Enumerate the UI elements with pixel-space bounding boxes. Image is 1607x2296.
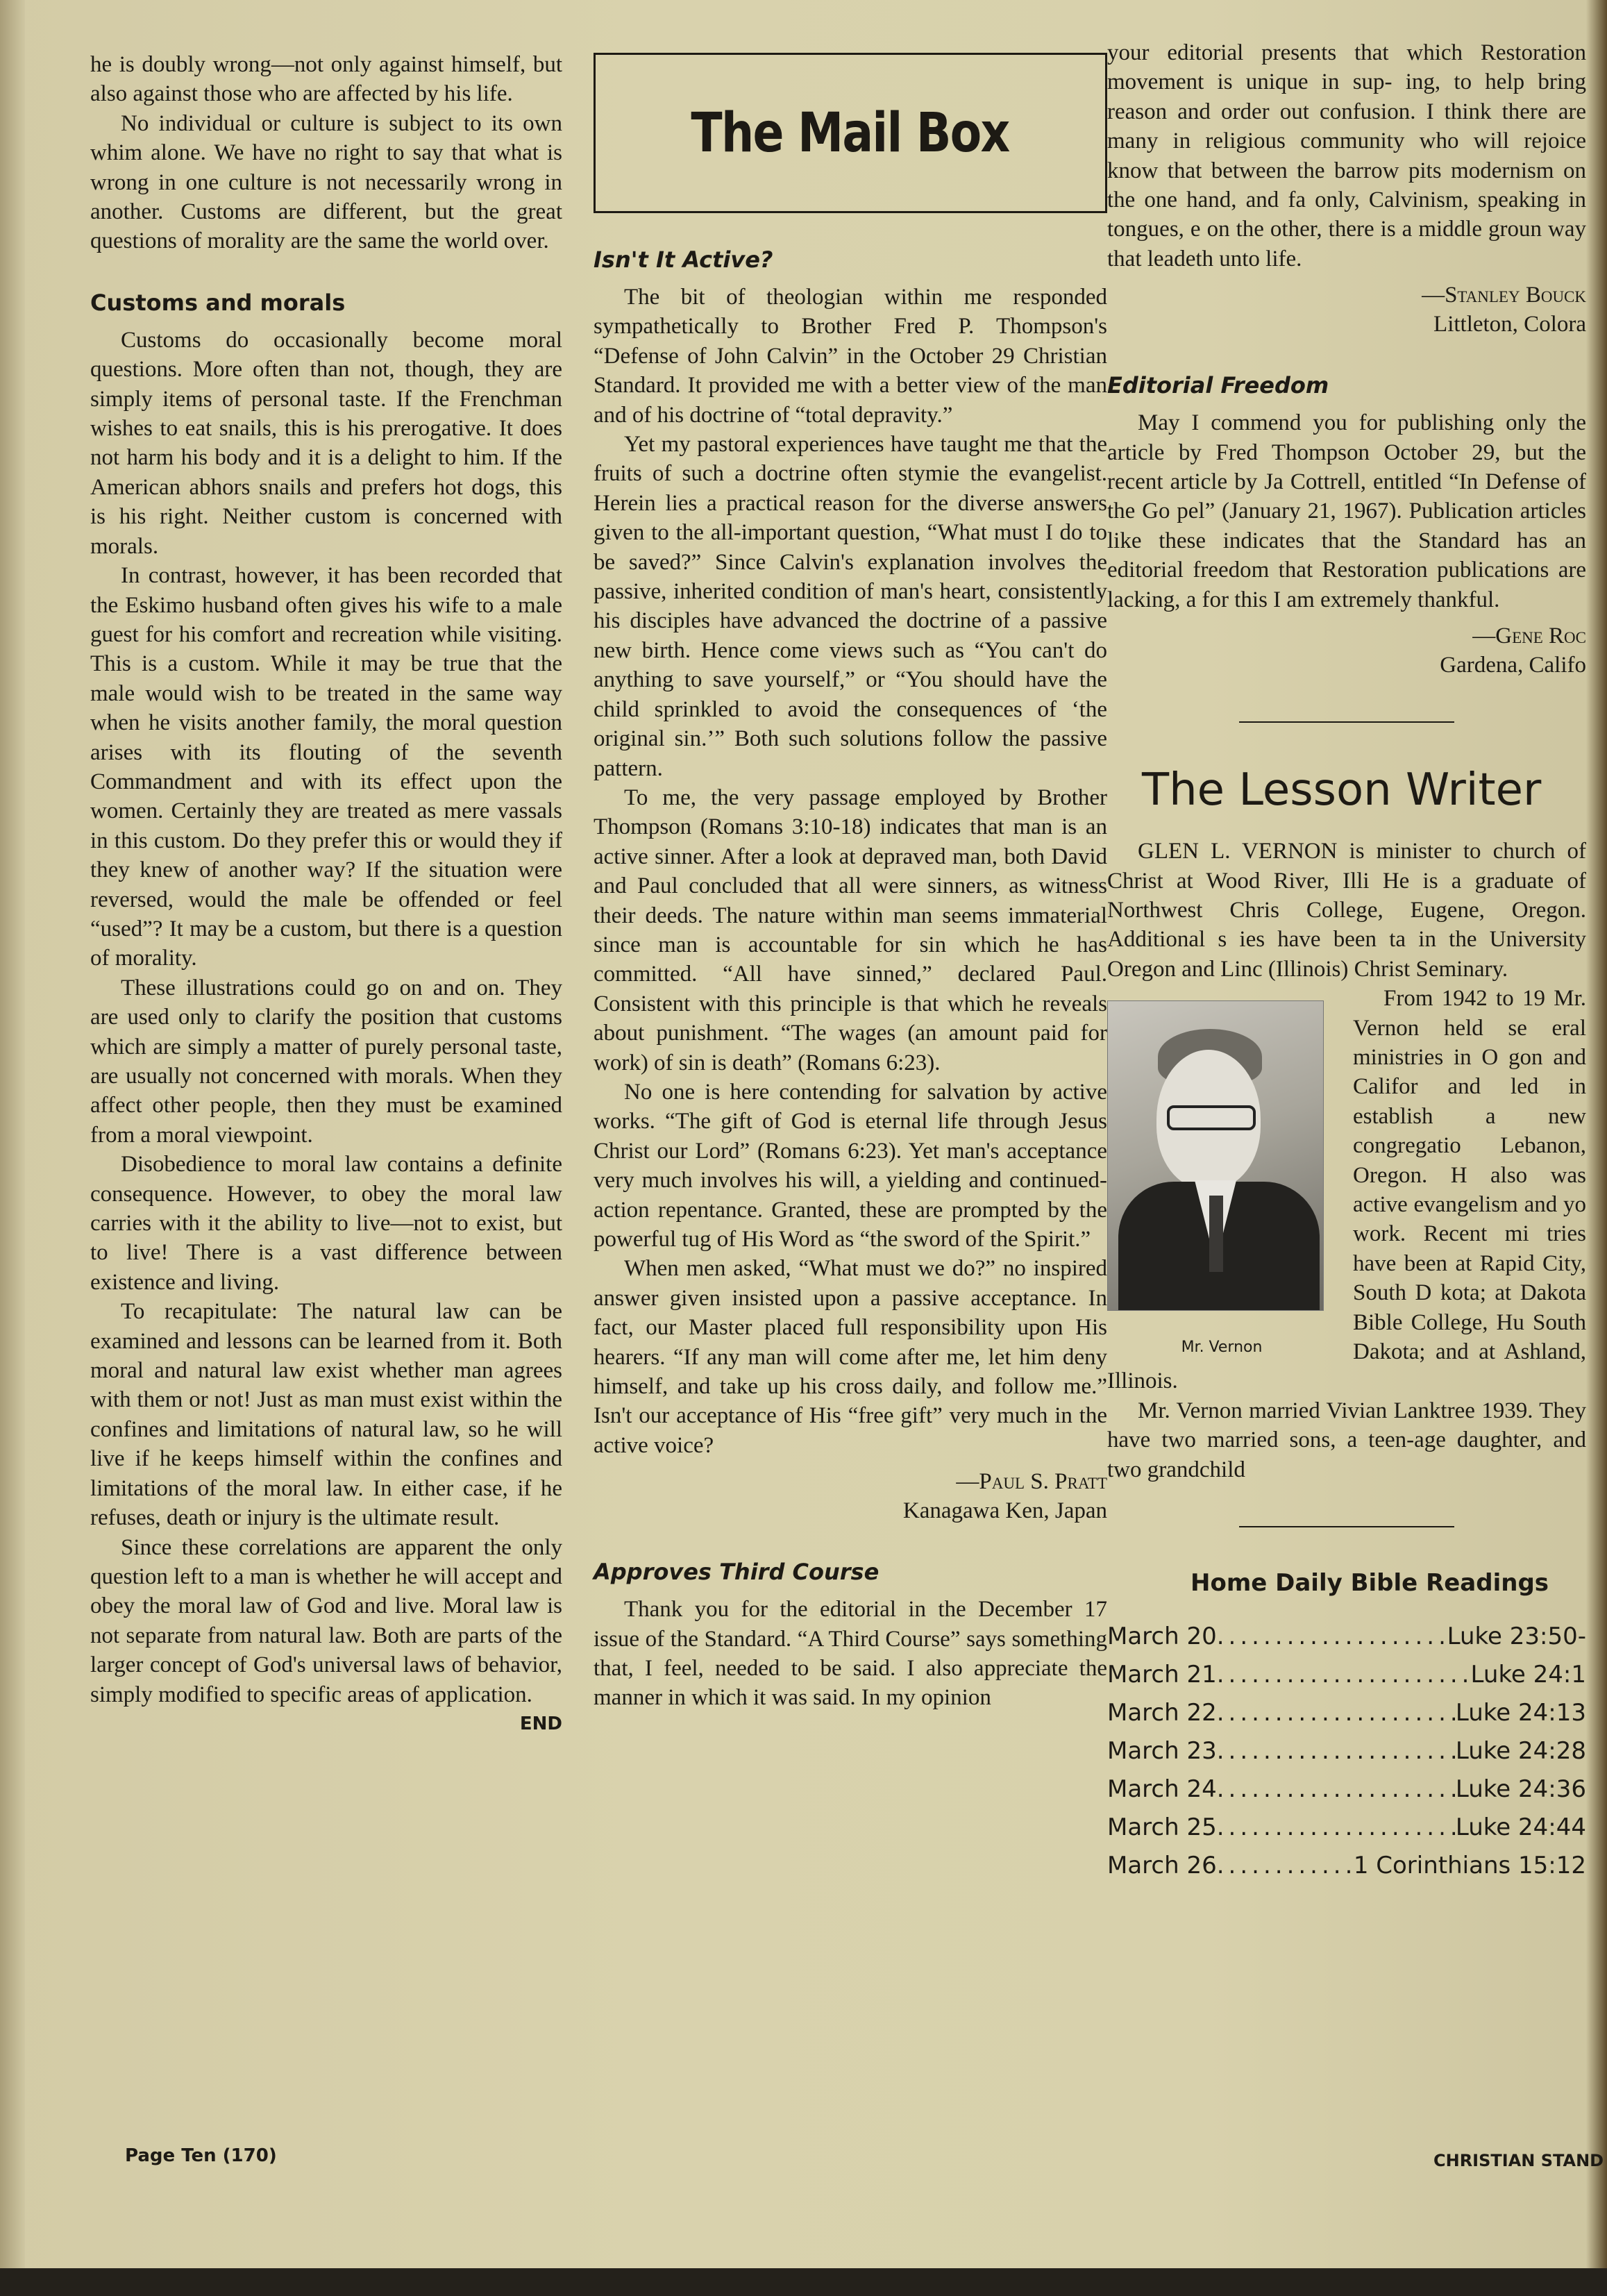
publication-name: CHRISTIAN STAND [1433, 2151, 1604, 2170]
paragraph: To recapitulate: The natural law can be examined and lessons can be learned from it. Both moral and natural law exist whether man agrees with them or not! Just as man must exist within the confines and limitations of natural law, so he will live if he keeps himself within the confines and limitations of the moral law. In either case, if he refuses, death or injury is the ultimate result. [90, 1299, 562, 1531]
section-heading-customs: Customs and morals [90, 289, 346, 316]
paragraph: your editorial presents that which Restoration movement is unique in sup- ing, to help bring reason and order out confusion. I think there are many in religious community who will rejoice know that between the barrow pits modernism on the one hand, and fa only, Calvinism, speaking in tongues, e on the other, there is a middle groun way that leadeth unto life. [1107, 40, 1586, 271]
reading-date: March 26 [1107, 1852, 1217, 1880]
reading-row [1107, 1618, 1586, 1656]
leader-dots [1217, 1809, 1456, 1847]
reading-reference: Luke 24:44 [1455, 1813, 1586, 1842]
paragraph: No one is here contending for salvation by active works. “The gift of God is eternal life through Jesus Christ our Lord” (Romans 6:23). Yet man's acceptance very much involves his will, a yielding and continued-action repentance. Granted, these are prompted by the powerful tug of His Word as “the sword of the Spirit.” [594, 1079, 1107, 1252]
author-photo [1107, 1000, 1324, 1311]
reading-reference: 1 Corinthians 15:12 [1353, 1852, 1586, 1880]
leader-dots [1217, 1694, 1456, 1732]
leader-dots [1217, 1770, 1456, 1809]
reading-date: March 21 [1107, 1661, 1217, 1689]
scan-bottom-edge [0, 2268, 1607, 2296]
author-photo-block [1107, 1000, 1336, 1356]
leader-dots [1217, 1847, 1354, 1885]
signature-name: —Paul S. Pratt [956, 1469, 1107, 1495]
paragraph: No individual or culture is subject to its own whim alone. We have no right to say that what is wrong in one culture is not necessarily wrong in another. Customs are different, but the great questions of morality are the same the world over. [90, 110, 562, 254]
reading-row [1107, 1847, 1586, 1885]
reading-reference: Luke 24:28 [1455, 1737, 1586, 1766]
reading-date: March 20 [1107, 1623, 1217, 1651]
paragraph: In contrast, however, it has been recorded that the Eskimo husband often gives his wife to a male guest for his comfort and recreation while visiting. This is a custom. While it may be true that the male would wish to be treated in the same way when he visits another family, the moral question arises with its flouting of the seventh Commandment and with its effect upon the women. Certainly they are treated as mere vassals in this custom. Do they prefer this or would they if they knew of another way? If the situation were reversed, would the male be offended or feel “used”? It may be a custom, but there is a question of morality. [90, 563, 562, 971]
bible-readings-title: Home Daily Bible Readings [1190, 1569, 1549, 1598]
reading-date: March 23 [1107, 1737, 1217, 1766]
paragraph: Disobedience to moral law contains a definite consequence. However, to obey the moral law carries with it the ability to live—not to exist, but to live! There is a vast difference between existence and living. [90, 1152, 562, 1295]
paragraph [90, 1533, 562, 1734]
reading-date: March 24 [1107, 1775, 1217, 1804]
reading-reference: Luke 23:50- [1447, 1623, 1586, 1651]
paragraph: GLEN L. VERNON is minister to church of Christ at Wood River, Illi He is a graduate of Northwest Chris College, Eugene, Oregon. Additional s ies have been ta in the University Oregon and Linc (Illinois) Christ Seminary. [1107, 839, 1586, 982]
reading-row [1107, 1656, 1586, 1694]
mail-box-title-box [594, 53, 1107, 213]
lesson-writer-title: The Lesson Writer [1142, 764, 1542, 816]
paragraph-text: Since these correlations are apparent the only question left to a man is whether he will accept and obey the moral law of God and live. Moral law is not separate from natural law. Both are parts of the larger concept of God's universal laws of behavior, simply modified to specific areas of application. [90, 1534, 562, 1707]
reading-row [1107, 1732, 1586, 1770]
paragraph: The bit of theologian within me responded sympathetically to Brother Fred P. Thompson's “Defense of John Calvin” in the October 29 Christian Standard. It provided me with a better view of the man and of his doctrine of “total depravity.” [594, 285, 1107, 428]
paragraph: From 1942 to 19 Mr. Vernon held se eral ministries in O gon and Califor and led in establish a new congregatio Lebanon, Oregon. H also was active evangelism and yo work. Recent mi tries have been at Rapid City, South D kota; at Dakota Bible College, Hu South Dakota; and at Ashland, Illinois. [1107, 986, 1586, 1394]
reading-row [1107, 1809, 1586, 1847]
page-right-edge [1586, 0, 1607, 2296]
column-left [90, 50, 562, 1738]
reading-reference: Luke 24:1 [1470, 1661, 1586, 1689]
leader-dots [1217, 1732, 1456, 1770]
reading-row [1107, 1770, 1586, 1809]
paragraph: May I commend you for publishing only the article by Fred Thompson October 29, but the recent article by Ja Cottrell, entitled “In Defense of the Go pel” (January 21, 1967). Publication articles like these indicates that the Standard has an editorial freedom that Restoration publications are lacking, a for this I am extremely thankful. [1107, 410, 1586, 612]
letter-heading-active: Isn't It Active? [594, 246, 773, 273]
leader-dots [1217, 1618, 1447, 1656]
letter-heading-editorial-freedom: Editorial Freedom [1107, 372, 1329, 399]
end-mark: END [519, 1713, 562, 1734]
signature-name: —Stanley Bouck [1422, 283, 1586, 308]
signature-place: Littleton, Colora [1433, 312, 1586, 337]
divider [1239, 1526, 1454, 1527]
reading-reference: Luke 24:36 [1455, 1775, 1586, 1804]
paragraph: he is doubly wrong—not only against himself, but also against those who are affected by his life. [90, 52, 562, 107]
signature-place: Gardena, Califo [1440, 653, 1586, 678]
reading-reference: Luke 24:13 [1455, 1699, 1586, 1727]
divider [1239, 721, 1454, 723]
reading-date: March 25 [1107, 1813, 1217, 1842]
column-right [1107, 38, 1586, 1885]
mail-box-title: The Mail Box [691, 101, 1010, 165]
paragraph: When men asked, “What must we do?” no inspired answer given insisted upon a passive acceptance. In fact, our Master placed full responsibility upon His hearers. “If any man will come after me, let him deny himself, and take up his cross daily, and follow me.” Isn't our acceptance of His “free gift” very much in the active voice? [594, 1256, 1107, 1458]
page-left-edge [0, 0, 25, 2296]
paragraph: Thank you for the editorial in the December 17 issue of the Standard. “A Third Course” says something that, I feel, needed to be said. I also appreciate the manner in which it was said. In my opinion [594, 1597, 1107, 1711]
page-number: Page Ten (170) [125, 2145, 277, 2166]
reading-date: March 22 [1107, 1699, 1217, 1727]
leader-dots [1217, 1656, 1471, 1694]
reading-row [1107, 1694, 1586, 1732]
column-middle [594, 50, 1107, 1713]
photo-caption: Mr. Vernon [1181, 1339, 1263, 1357]
paragraph: These illustrations could go on and on. They are used only to clarify the position that customs which are simply a matter of purely personal taste, are usually not concerned with morals. When they affect other people, then they must be examined from a moral viewpoint. [90, 975, 562, 1148]
paragraph: Yet my pastoral experiences have taught me that the fruits of such a doctrine often stymie the evangelist. Herein lies a practical reason for the diverse answers given to the all-important question, “What must I do to be saved?” Since Calvin's explanation involves the passive, inherited condition of man's heart, consistently his disciples have advanced the doctrine of a passive new birth. Hence come views such as “You can't do anything to save yourself,” or “You should have the child sprinkled to avoid the consequences of ‘the original sin.’” Both such solutions follow the passive pattern. [594, 432, 1107, 781]
paragraph: Customs do occasionally become moral questions. More often than not, though, they are simply items of personal taste. If the Frenchman wishes to eat snails, this is his prerogative. It does not harm his body and it is a delight to him. If the American abhors snails and prefers hot dogs, this is his right. Neither custom is concerned with morals. [90, 327, 562, 559]
signature-place: Kanagawa Ken, Japan [902, 1498, 1107, 1524]
paragraph: Mr. Vernon married Vivian Lanktree 1939. They have two married sons, a teen-age daughter, and two grandchild [1107, 1398, 1586, 1482]
letter-heading-third-course: Approves Third Course [594, 1559, 880, 1586]
paragraph: To me, the very passage employed by Brother Thompson (Romans 3:10-18) indicates that man is an active sinner. After a look at depraved man, both David and Paul concluded that all were sinners, as witness their deeds. The nature within man seems immaterial since man is accountable for sin which he has committed. “All have sinned,” declared Paul. Consistent with this principle is that which he reveals about punishment. “The wages (an amount paid for work) of sin is death” (Romans 6:23). [594, 785, 1107, 1075]
signature-name: —Gene Roc [1472, 623, 1586, 649]
bible-readings-list [1107, 1618, 1586, 1885]
